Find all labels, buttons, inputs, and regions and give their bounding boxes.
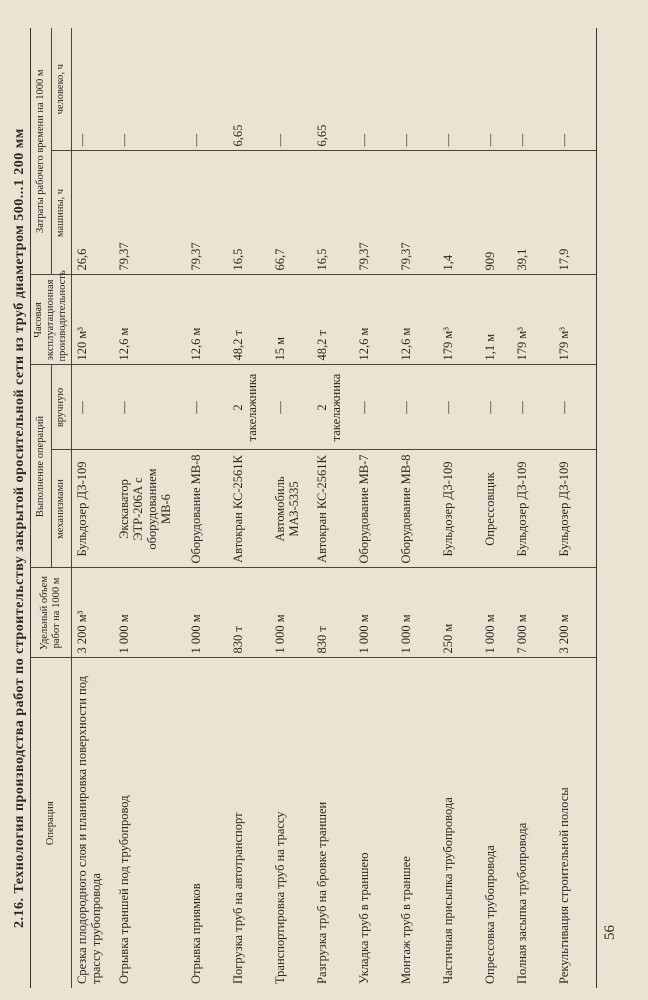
cell-operation: Рекультивация строительной полосы [554, 658, 597, 988]
cell-machines-hours: 1,4 [438, 151, 480, 275]
table-title: 2.16. Технология производства работ по строительству закрытой оросительной сети из труб диаметром 500...1 200 мм [12, 128, 27, 928]
cell-operation: Монтаж труб в траншее [396, 658, 438, 988]
cell-machines-hours: 79,37 [354, 151, 396, 275]
cell-volume: 7 000 м [512, 568, 554, 658]
header-productivity: Часовая эксплуатационная производительность [31, 275, 72, 365]
cell-machines-hours: 79,37 [114, 151, 186, 275]
cell-productivity: 179 м³ [438, 275, 480, 365]
cell-people-hours: — [270, 28, 312, 151]
cell-people-hours: — [114, 28, 186, 151]
cell-machines-hours: 39,1 [512, 151, 554, 275]
cell-manual: — [114, 365, 186, 450]
cell-volume: 1 000 м [186, 568, 228, 658]
cell-manual: — [480, 365, 513, 450]
cell-volume: 3 200 м³ [72, 568, 114, 658]
cell-volume: 1 000 м [480, 568, 513, 658]
cell-volume: 1 000 м [270, 568, 312, 658]
cell-people-hours: — [480, 28, 513, 151]
cell-productivity: 48,2 т [228, 275, 270, 365]
header-execution: Выполнение операций [31, 365, 52, 568]
cell-productivity: 179 м³ [554, 275, 597, 365]
operations-table [30, 28, 597, 988]
cell-machines-hours: 909 [480, 151, 513, 275]
header-people-hours: человеко, ч [51, 28, 72, 151]
cell-operation: Разгрузка труб на бровке траншеи [312, 658, 354, 988]
cell-productivity: 12,6 м [114, 275, 186, 365]
cell-operation: Срезка плодородного слоя и планировка поверхности под трассу трубопровода [72, 658, 114, 988]
cell-people-hours: — [438, 28, 480, 151]
cell-volume: 250 м [438, 568, 480, 658]
cell-mechanisms: Бульдозер ДЗ-109 [554, 450, 597, 568]
cell-mechanisms: Бульдозер ДЗ-109 [72, 450, 114, 568]
table-row [72, 28, 114, 988]
cell-mechanisms: Оборудование МВ-7 [354, 450, 396, 568]
table-row [396, 28, 438, 988]
cell-manual: — [512, 365, 554, 450]
cell-operation: Опрессовка трубопровода [480, 658, 513, 988]
cell-manual: — [270, 365, 312, 450]
cell-mechanisms: Бульдозер ДЗ-109 [438, 450, 480, 568]
cell-people-hours: 6,65 [312, 28, 354, 151]
cell-operation: Полная засыпка трубопровода [512, 658, 554, 988]
cell-people-hours: — [396, 28, 438, 151]
cell-productivity: 12,6 м [354, 275, 396, 365]
cell-productivity: 48,2 т [312, 275, 354, 365]
cell-volume: 1 000 м [114, 568, 186, 658]
cell-manual: 2 такелажника [228, 365, 270, 450]
cell-productivity: 179 м³ [512, 275, 554, 365]
table-row [228, 28, 270, 988]
table-row [554, 28, 597, 988]
cell-manual: — [396, 365, 438, 450]
table-row [312, 28, 354, 988]
cell-operation: Частичная присыпка трубопровода [438, 658, 480, 988]
cell-machines-hours: 66,7 [270, 151, 312, 275]
cell-manual: — [72, 365, 114, 450]
cell-machines-hours: 79,37 [186, 151, 228, 275]
cell-productivity: 1,1 м [480, 275, 513, 365]
header-mechanisms: механизмами [51, 450, 72, 568]
cell-operation: Укладка труб в траншею [354, 658, 396, 988]
header-volume: Удельный объем работ на 1000 м [31, 568, 72, 658]
header-operation: Операция [31, 658, 72, 988]
cell-productivity: 120 м³ [72, 275, 114, 365]
cell-mechanisms: Экскаватор ЭТР-206А с оборудованием МВ-6 [114, 450, 186, 568]
cell-machines-hours: 79,37 [396, 151, 438, 275]
cell-mechanisms: Бульдозер ДЗ-109 [512, 450, 554, 568]
cell-operation: Погрузка труб на автотранспорт [228, 658, 270, 988]
table-row [438, 28, 480, 988]
table-row [186, 28, 228, 988]
table-row [114, 28, 186, 988]
cell-machines-hours: 16,5 [228, 151, 270, 275]
cell-mechanisms: Опрессовщик [480, 450, 513, 568]
cell-volume: 830 т [228, 568, 270, 658]
cell-mechanisms: Автокран КС-2561К [228, 450, 270, 568]
table-row [480, 28, 513, 988]
table-row [270, 28, 312, 988]
cell-manual: — [354, 365, 396, 450]
cell-mechanisms: Автомобиль МАЗ-5335 [270, 450, 312, 568]
cell-mechanisms: Оборудование МВ-8 [396, 450, 438, 568]
cell-volume: 830 т [312, 568, 354, 658]
cell-operation: Транспортировка труб на трассу [270, 658, 312, 988]
header-machines-hours: машины, ч [51, 151, 72, 275]
cell-people-hours: — [72, 28, 114, 151]
cell-manual: — [438, 365, 480, 450]
cell-machines-hours: 16,5 [312, 151, 354, 275]
cell-volume: 1 000 м [396, 568, 438, 658]
cell-manual: — [554, 365, 597, 450]
header-manual: вручную [51, 365, 72, 450]
cell-volume: 1 000 м [354, 568, 396, 658]
table-row [512, 28, 554, 988]
cell-manual: — [186, 365, 228, 450]
cell-productivity: 15 м [270, 275, 312, 365]
cell-mechanisms: Автокран КС-2561К [312, 450, 354, 568]
cell-mechanisms: Оборудование МВ-8 [186, 450, 228, 568]
cell-productivity: 12,6 м [396, 275, 438, 365]
header-row-top [31, 28, 52, 988]
cell-productivity: 12,6 м [186, 275, 228, 365]
table-row [354, 28, 396, 988]
cell-people-hours: — [354, 28, 396, 151]
cell-operation: Отрывка траншей под трубопровод [114, 658, 186, 988]
cell-people-hours: — [186, 28, 228, 151]
cell-manual: 2 такелажника [312, 365, 354, 450]
cell-people-hours: — [554, 28, 597, 151]
cell-volume: 3 200 м [554, 568, 597, 658]
header-labor-costs: Затраты рабочего времени на 1000 м [31, 28, 52, 275]
cell-people-hours: 6,65 [228, 28, 270, 151]
cell-machines-hours: 17,9 [554, 151, 597, 275]
cell-machines-hours: 26,6 [72, 151, 114, 275]
cell-operation: Отрывка приямков [186, 658, 228, 988]
page-number: 56 [602, 925, 618, 940]
cell-people-hours: — [512, 28, 554, 151]
